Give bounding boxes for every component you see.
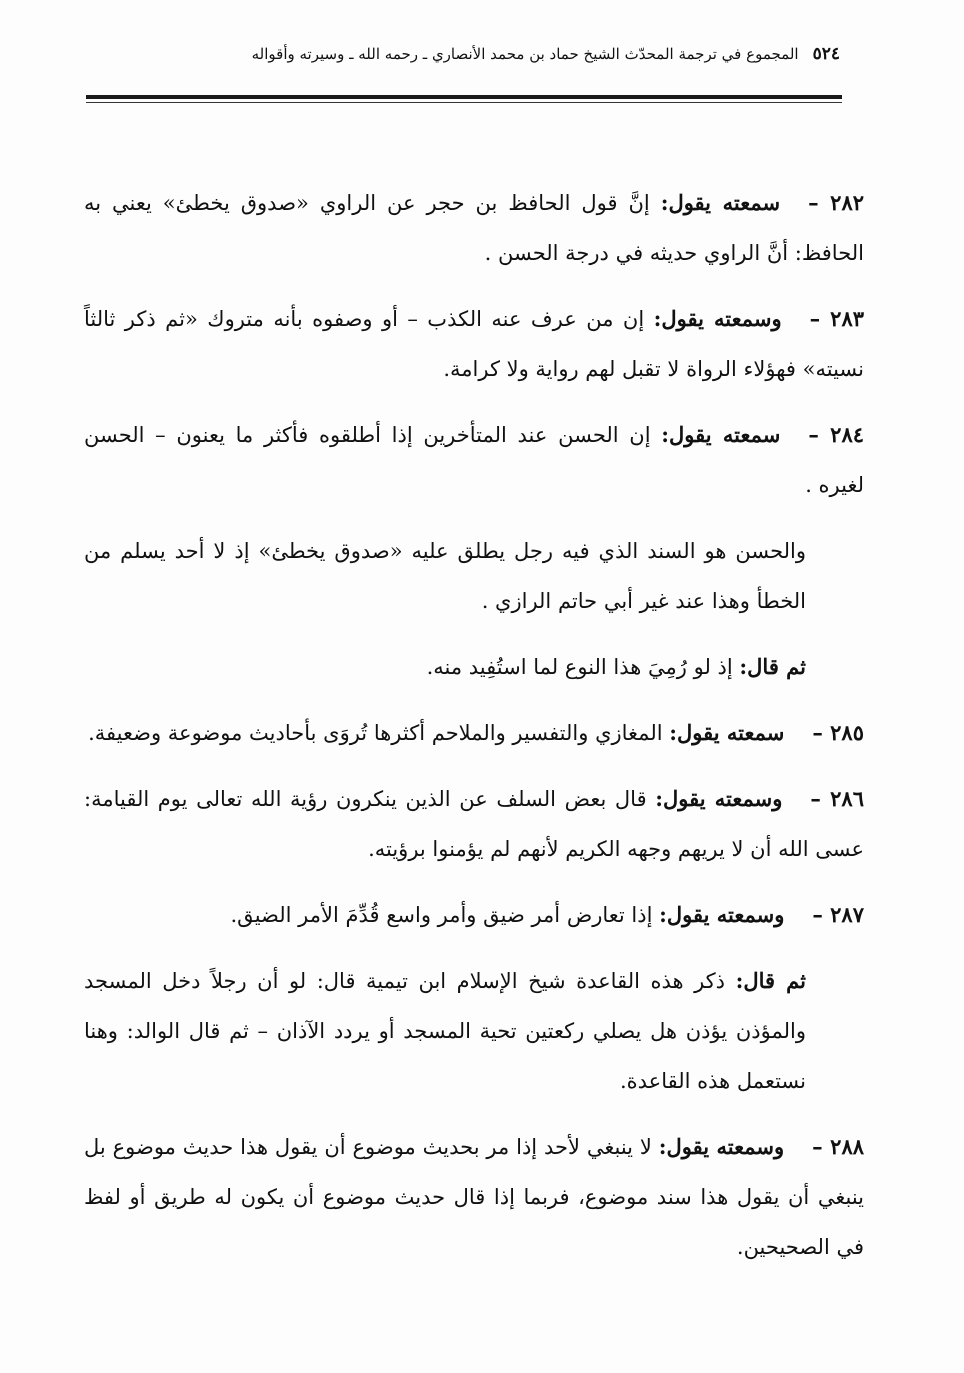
paragraph-then-said-1 bbox=[84, 642, 864, 692]
entry-text: إن الحسن عند المتأخرين إذا أطلقوه فأكثر ما يعنون – الحسن لغيره . bbox=[84, 423, 864, 497]
entry-lead: سمعته يقول: bbox=[661, 422, 781, 447]
paragraph-286 bbox=[84, 774, 864, 874]
entry-lead: وسمعته يقول: bbox=[659, 902, 785, 927]
entry-lead: ثم قال: bbox=[739, 654, 806, 679]
header-rule-thin bbox=[86, 102, 842, 103]
entry-text: قال بعض السلف عن الذين ينكرون رؤية الله تعالى يوم القيامة: عسى الله أن لا يريهم وجهه الكريم لأنهم لم يؤمنوا برؤيته. bbox=[84, 787, 864, 861]
paragraph-284 bbox=[84, 410, 864, 510]
page-body bbox=[84, 178, 864, 1288]
paragraph-283 bbox=[84, 294, 864, 394]
entry-text: والحسن هو السند الذي فيه رجل يطلق عليه «صدوق يخطئ» إذ لا أحد يسلم من الخطأ وهذا عند غير أبي حاتم الرازي . bbox=[84, 539, 806, 613]
entry-lead: سمعته يقول: bbox=[669, 720, 785, 745]
running-header bbox=[180, 44, 840, 64]
entry-number: ٢٨٥ – bbox=[812, 720, 864, 745]
entry-number: ٢٨٢ – bbox=[808, 190, 865, 215]
entry-text: لا ينبغي لأحد إذا مر بحديث موضوع أن يقول هذا حديث موضوع بل ينبغي أن يقول هذا سند موضوع، فربما إذا قال حديث موضوع أن يكون له طريق أو لفظ في الصحيحين. bbox=[84, 1135, 864, 1259]
paragraph-then-said-2 bbox=[84, 956, 864, 1106]
header-rule-thick bbox=[86, 95, 842, 99]
entry-lead: وسمعته يقول: bbox=[655, 786, 783, 811]
entry-number: ٢٨٤ – bbox=[808, 422, 865, 447]
paragraph-hasan-definition bbox=[84, 526, 864, 626]
paragraph-285 bbox=[84, 708, 864, 758]
entry-number: ٢٨٨ – bbox=[812, 1134, 865, 1159]
entry-lead: وسمعته يقول: bbox=[653, 306, 782, 331]
running-title: المجموع في ترجمة المحدّث الشيخ حماد بن محمد الأنصاري ـ رحمه الله ـ وسيرته وأقواله bbox=[251, 45, 799, 63]
paragraph-287 bbox=[84, 890, 864, 940]
entry-text: إذا تعارض أمر ضيق وأمر واسع قُدِّمَ الأمر الضيق. bbox=[230, 903, 660, 927]
entry-text: إنَّ قول الحافظ بن حجر عن الراوي «صدوق يخطئ» يعني به الحافظ: أنَّ الراوي حديثه في درجة الحسن . bbox=[84, 191, 864, 265]
entry-number: ٢٨٧ – bbox=[812, 902, 864, 927]
entry-text: إن من عرف عنه الكذب – أو وصفوه بأنه متروك «ثم ذكر ثالثاً نسيته» فهؤلاء الرواة لا تقبل لهم رواية ولا كرامة. bbox=[84, 307, 864, 381]
entry-lead: سمعته يقول: bbox=[660, 190, 781, 215]
paragraph-282 bbox=[84, 178, 864, 278]
entry-lead: ثم قال: bbox=[735, 968, 806, 993]
paragraph-288 bbox=[84, 1122, 864, 1272]
entry-number: ٢٨٦ – bbox=[810, 786, 864, 811]
entry-lead: وسمعته يقول: bbox=[658, 1134, 785, 1159]
entry-number: ٢٨٣ – bbox=[809, 306, 865, 331]
entry-text: ذكر هذه القاعدة شيخ الإسلام ابن تيمية قال: لو أن رجلاً دخل المسجد والمؤذن يؤذن هل يصلي ركعتين تحية المسجد أو يردد الآذان – ثم قال الوالد: وهنا نستعمل هذه القاعدة. bbox=[84, 969, 806, 1093]
entry-text: المغازي والتفسير والملاحم أكثرها تُروَى بأحاديث موضوعة وضعيفة. bbox=[88, 721, 670, 745]
page-number: ٥٢٤ bbox=[812, 44, 840, 64]
entry-text: إذ لو رُمِيَ هذا النوع لما استُفِيد منه. bbox=[426, 655, 740, 679]
